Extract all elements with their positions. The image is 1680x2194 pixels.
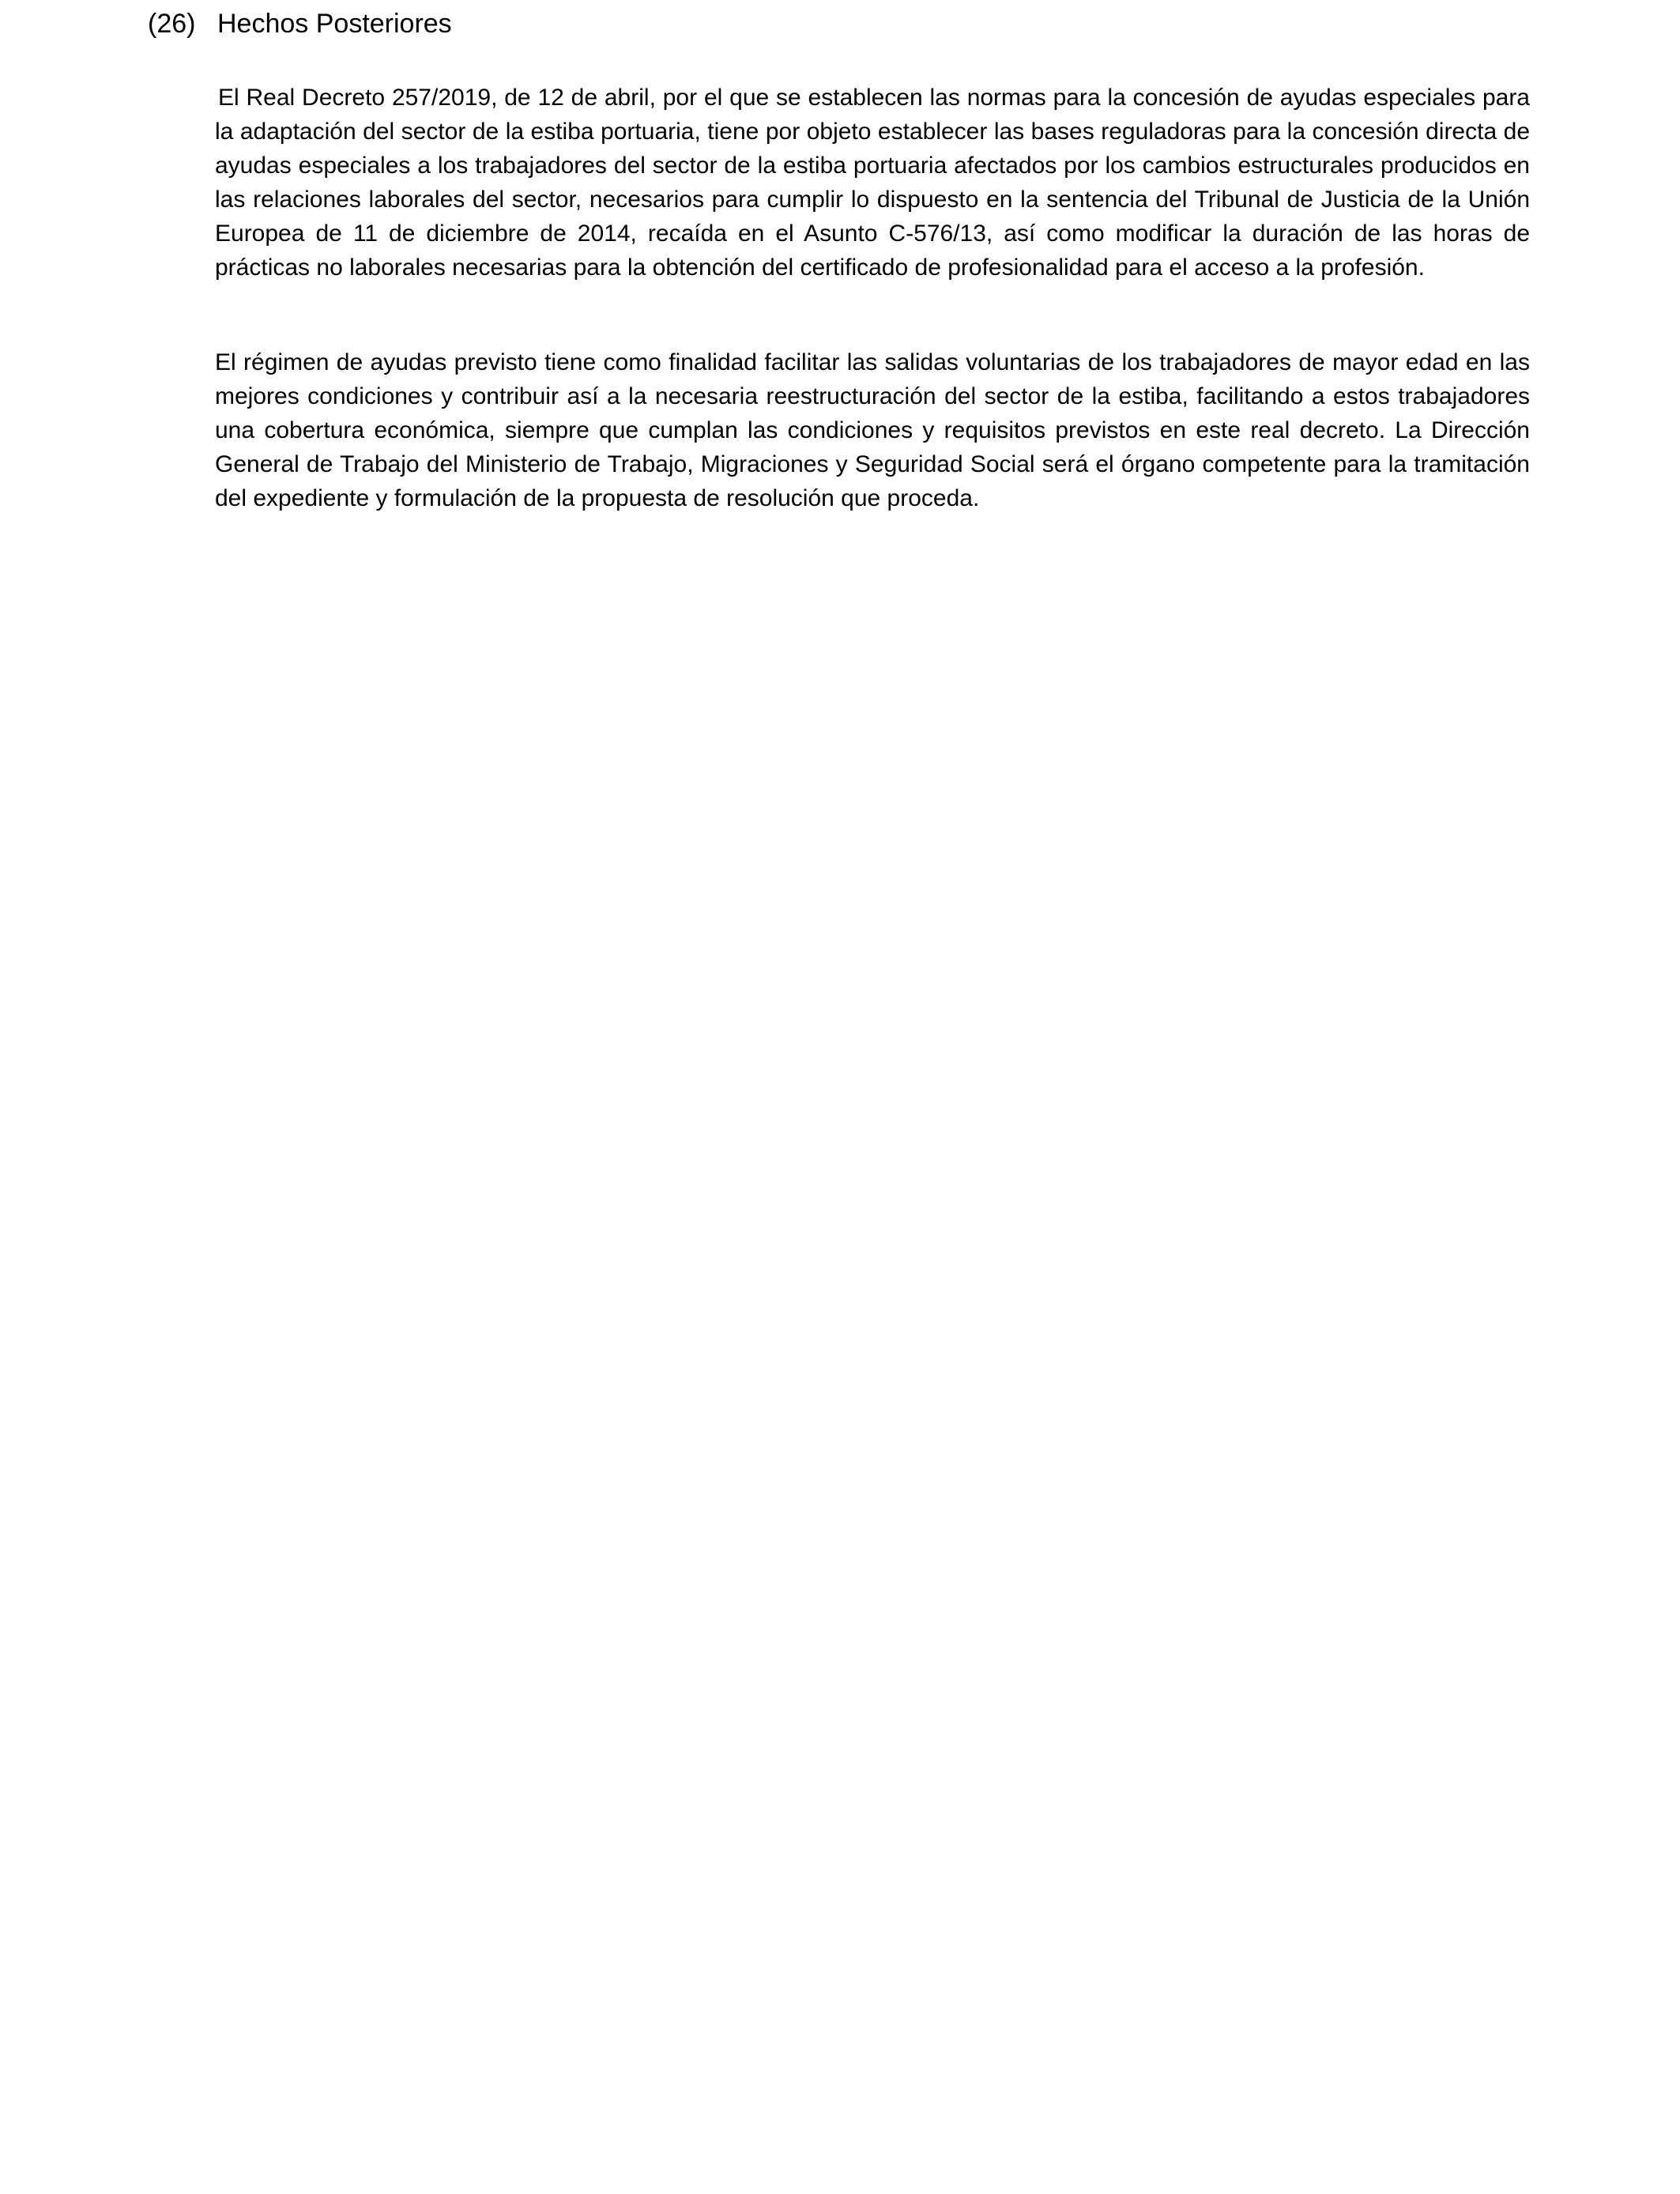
- paragraph-regimen-ayudas: El régimen de ayudas previsto tiene como finalidad facilitar las salidas voluntarias de los trabajadores de mayor edad en las mejores condiciones y contribuir así a la necesaria reestructuración del sector de la estiba, facilitando a estos trabajadores una cobertura económica, siempre que cumplan las condiciones y requisitos previstos en este real decreto. La Dirección General de Trabajo del Ministerio de Trabajo, Migraciones y Seguridad Social será el órgano competente para la tramitación del expediente y formulación de la propuesta de resolución que proceda.: [215, 349, 1530, 511]
- section-title: Hechos Posteriores: [217, 9, 452, 39]
- section-number: (26): [148, 9, 196, 39]
- section-heading: [148, 6, 452, 41]
- paragraph-real-decreto: El Real Decreto 257/2019, de 12 de abril, por el que se establecen las normas para la concesión de ayudas especiales para la adaptación del sector de la estiba portuaria, tiene por objeto establecer las bases reguladoras para la concesión directa de ayudas especiales a los trabajadores del sector de la estiba portuaria afectados por los cambios estructurales producidos en las relaciones laborales del sector, necesarios para cumplir lo dispuesto en la sentencia del Tribunal de Justicia de la Unión Europea de 11 de diciembre de 2014, recaída en el Asunto C-576/13, así como modificar la duración de las horas de prácticas no laborales necesarias para la obtención del certificado de profesionalidad para el acceso a la profesión.: [215, 85, 1530, 281]
